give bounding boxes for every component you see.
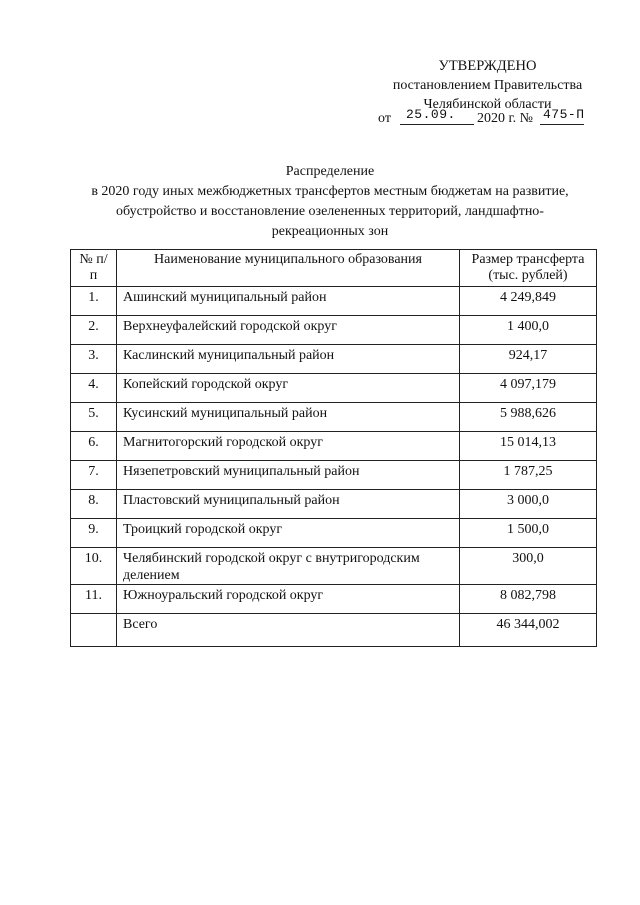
row-value: 3 000,0 [460, 490, 597, 519]
table-row [71, 548, 597, 585]
table-row [71, 345, 597, 374]
row-name: Пластовский муниципальный район [117, 490, 460, 519]
date-underline [400, 124, 474, 125]
table-row [71, 519, 597, 548]
row-value: 1 400,0 [460, 316, 597, 345]
row-value: 15 014,13 [460, 432, 597, 461]
total-value: 46 344,002 [460, 614, 597, 647]
row-name: Нязепетровский муниципальный район [117, 461, 460, 490]
row-num: 8. [71, 490, 117, 519]
row-num: 9. [71, 519, 117, 548]
header-num: № п/п [71, 250, 117, 287]
table-row [71, 461, 597, 490]
total-num [71, 614, 117, 647]
row-num: 1. [71, 287, 117, 316]
total-label: Всего [117, 614, 460, 647]
from-label: от [378, 111, 391, 126]
row-num: 6. [71, 432, 117, 461]
row-name: Троицкий городской округ [117, 519, 460, 548]
order-date: 25.09. [406, 107, 456, 122]
table-header-row [71, 250, 597, 287]
title-line-3: обустройство и восстановление озелененных территорий, ландшафтно- [116, 204, 544, 219]
table-row [71, 374, 597, 403]
row-value: 300,0 [460, 548, 597, 585]
approval-heading: УТВЕРЖДЕНО [438, 58, 537, 74]
year-number-label: 2020 г. № [477, 111, 534, 126]
order-line [374, 108, 614, 130]
header-name: Наименование муниципального образования [117, 250, 460, 287]
row-num: 10. [71, 548, 117, 585]
row-value: 1 500,0 [460, 519, 597, 548]
row-num: 4. [71, 374, 117, 403]
row-num: 7. [71, 461, 117, 490]
title-line-2: в 2020 году иных межбюджетных трансфертов местным бюджетам на развитие, [91, 184, 569, 199]
row-name: Кусинский муниципальный район [117, 403, 460, 432]
row-name: Магнитогорский городской округ [117, 432, 460, 461]
document-title [60, 162, 600, 242]
total-row [71, 614, 597, 647]
row-value: 4 097,179 [460, 374, 597, 403]
table-row [71, 403, 597, 432]
header-value: Размер трансферта (тыс. рублей) [460, 250, 597, 287]
distribution-table [70, 249, 597, 647]
row-value: 8 082,798 [460, 585, 597, 614]
order-number: 475-П [543, 107, 585, 122]
row-value: 924,17 [460, 345, 597, 374]
table-row [71, 287, 597, 316]
table-row [71, 432, 597, 461]
row-num: 11. [71, 585, 117, 614]
table-row [71, 316, 597, 345]
row-num: 2. [71, 316, 117, 345]
number-underline [540, 124, 584, 125]
row-num: 5. [71, 403, 117, 432]
title-line-1: Распределение [285, 164, 375, 179]
table-row [71, 490, 597, 519]
approval-line-2: Челябинской области [423, 97, 552, 112]
approval-block [370, 57, 605, 114]
row-name: Ашинский муниципальный район [117, 287, 460, 316]
title-line-4: рекреационных зон [271, 224, 389, 239]
row-num: 3. [71, 345, 117, 374]
approval-line-1: постановлением Правительства [392, 78, 583, 93]
row-name: Южноуральский городской округ [117, 585, 460, 614]
table-row [71, 585, 597, 614]
row-name: Каслинский муниципальный район [117, 345, 460, 374]
row-name: Верхнеуфалейский городской округ [117, 316, 460, 345]
row-name: Челябинский городской округ с внутригородским делением [117, 548, 460, 585]
row-value: 5 988,626 [460, 403, 597, 432]
row-value: 1 787,25 [460, 461, 597, 490]
row-value: 4 249,849 [460, 287, 597, 316]
row-name: Копейский городской округ [117, 374, 460, 403]
